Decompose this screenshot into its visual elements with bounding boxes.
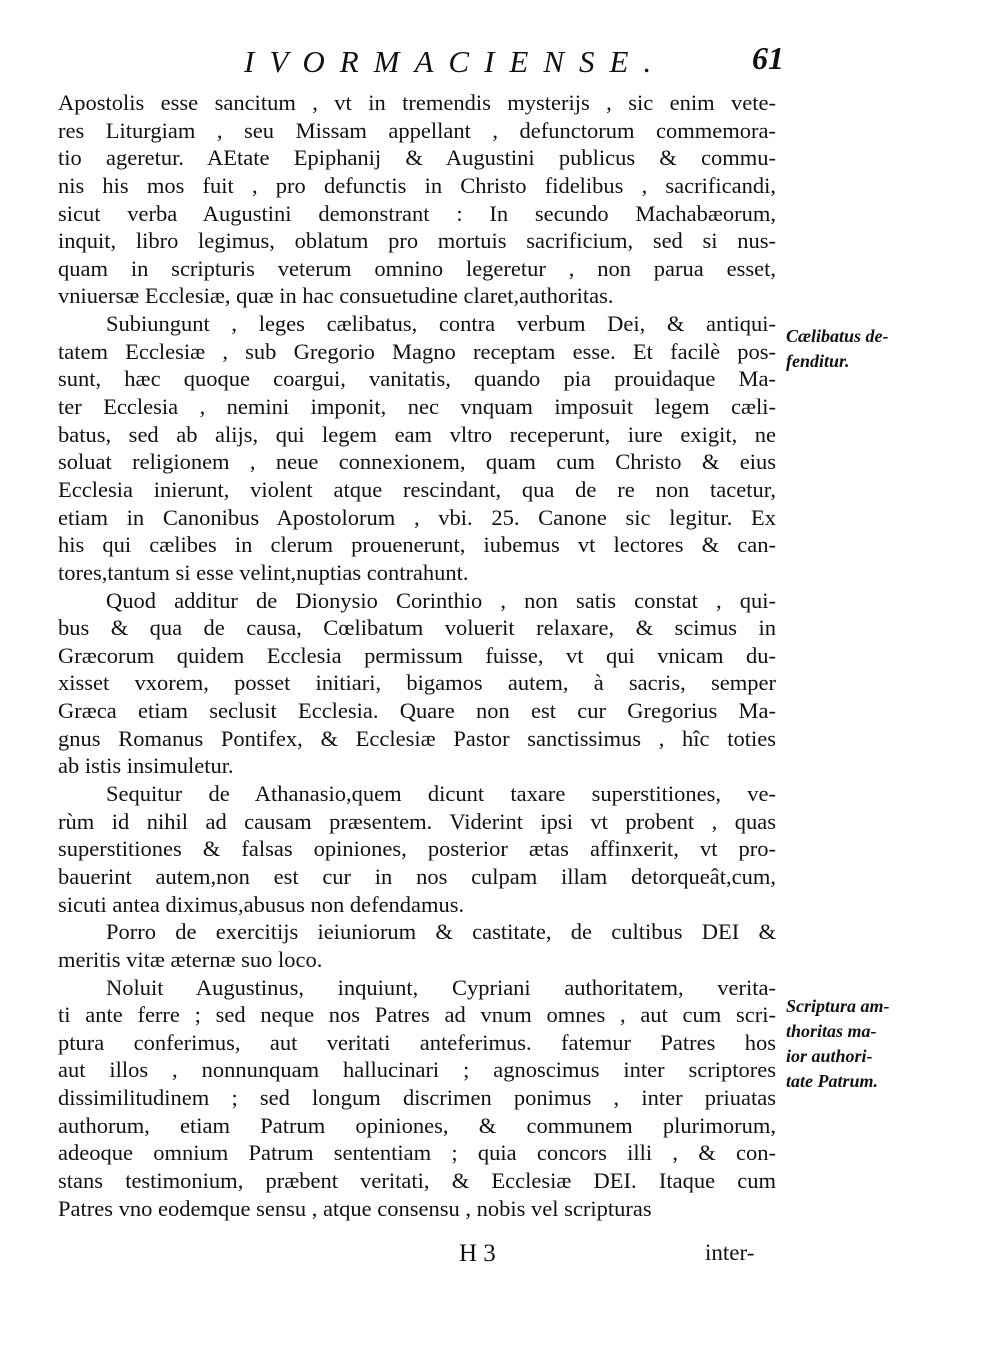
signature-mark: H 3	[459, 1240, 496, 1267]
marginal-note-line: Scriptura am-	[786, 996, 890, 1016]
text-line: ter Ecclesia , nemini imponit, nec vnquam imposuit legem cæli-	[58, 394, 776, 420]
text-line: quam in scripturis veterum omnino legeretur , non parua esset,	[58, 255, 776, 281]
text-line: stans testimonium, præbent veritati, & Ecclesiæ DEI. Itaque cum	[58, 1167, 776, 1193]
text-line: res Liturgiam , seu Missam appellant , defunctorum commemora-	[58, 117, 776, 143]
marginal-note-line: fenditur.	[786, 351, 850, 371]
marginal-note-line: thoritas ma-	[786, 1021, 877, 1041]
text-line: Noluit Augustinus, inquiunt, Cypriani authoritatem, verita-	[106, 974, 776, 1000]
text-line: his qui cælibes in clerum prouenerunt, iubemus vt lectores & can-	[58, 532, 776, 558]
text-line: Sequitur de Athanasio,quem dicunt taxare superstitiones, ve-	[106, 781, 776, 807]
paragraph	[58, 89, 776, 310]
text-line: bauerint autem,non est cur in nos culpam illam detorqueât,cum,	[58, 863, 776, 889]
text-line: ti ante ferre ; sed neque nos Patres ad vnum omnes , aut cum scri-	[58, 1002, 776, 1028]
text-line: batus, sed ab alijs, qui legem eam vltro receperunt, iure exigit, ne	[58, 421, 776, 447]
text-line: soluat religionem , neue connexionem, quam cum Christo & eius	[58, 449, 776, 475]
marginal-note-caelibatus	[786, 324, 946, 374]
text-line: rùm id nihil ad causam præsentem. Viderint ipsi vt probent , quas	[58, 808, 776, 834]
running-title: IVORMACIENSE.	[244, 44, 667, 79]
text-line: etiam in Canonibus Apostolorum , vbi. 25. Canone sic legitur. Ex	[58, 504, 776, 530]
paragraph	[58, 918, 776, 973]
text-line: tatem Ecclesiæ , sub Gregorio Magno receptam esse. Et facilè pos-	[58, 338, 776, 364]
page-number: 61	[752, 40, 784, 76]
text-line: adeoque omnium Patrum sententiam ; quia concors illi , & con-	[58, 1140, 776, 1166]
text-line: Porro de exercitijs ieiuniorum & castitate, de cultibus DEI &	[106, 919, 776, 945]
marginal-note-line: Cælibatus de-	[786, 326, 889, 346]
text-line: ptura conferimus, aut veritati anteferimus. fatemur Patres hos	[58, 1029, 776, 1055]
paragraph	[58, 780, 776, 918]
text-line: sicut verba Augustini demonstrant : In secundo Machabæorum,	[58, 200, 776, 226]
marginal-note-line: tate Patrum.	[786, 1071, 879, 1091]
text-line: ab istis insimuletur.	[58, 753, 234, 779]
text-line: Ecclesia inierunt, violent atque rescindant, qua de re non tacetur,	[58, 476, 776, 502]
paragraph	[58, 310, 776, 586]
text-line: authorum, etiam Patrum opiniones, & communem plurimorum,	[58, 1112, 776, 1138]
catchword: inter-	[705, 1240, 755, 1265]
text-line: gnus Romanus Pontifex, & Ecclesiæ Pastor sanctissimus , hîc toties	[58, 725, 776, 751]
text-line: superstitiones & falsas opiniones, posterior ætas affinxerit, vt pro-	[58, 836, 776, 862]
text-line: Græca etiam seclusit Ecclesia. Quare non est cur Gregorius Ma-	[58, 698, 776, 724]
text-line: Subiungunt , leges cælibatus, contra verbum Dei, & antiqui-	[106, 311, 776, 337]
marginal-note-line: ior authori-	[786, 1046, 873, 1066]
text-line: Apostolis esse sancitum , vt in tremendis mysterijs , sic enim vete-	[58, 90, 776, 115]
text-line: sunt, hæc quoque coargui, vanitatis, quando pia prouidaque Ma-	[58, 366, 776, 392]
text-line: xisset vxorem, posset initiari, bigamos autem, à sacris, semper	[58, 670, 776, 696]
text-line: vniuersæ Ecclesiæ, quæ in hac consuetudine claret,authoritas.	[58, 283, 614, 309]
text-line: Patres vno eodemque sensu , atque consensu , nobis vel scripturas	[58, 1195, 652, 1221]
paragraph	[58, 587, 776, 780]
text-line: sicuti antea diximus,abusus non defendamus.	[58, 891, 465, 917]
text-line: nis his mos fuit , pro defunctis in Christo fidelibus , sacrificandi,	[58, 172, 776, 198]
text-line: bus & qua de causa, Cœlibatum voluerit relaxare, & scimus in	[58, 615, 776, 641]
paragraph	[58, 974, 776, 1223]
text-line: dissimilitudinem ; sed longum discrimen ponimus , inter priuatas	[58, 1085, 776, 1111]
marginal-note-scriptura	[786, 994, 946, 1094]
text-line: tio ageretur. AEtate Epiphanij & Augustini publicus & commu-	[58, 145, 776, 171]
text-line: inquit, libro legimus, oblatum pro mortuis sacrificium, sed si nus-	[58, 228, 776, 254]
main-text-block	[58, 89, 776, 1222]
text-line: aut illos , nonnunquam hallucinari ; agnoscimus inter scriptores	[58, 1057, 776, 1083]
text-line: meritis vitæ æternæ suo loco.	[58, 946, 323, 972]
text-line: tores,tantum si esse velint,nuptias contrahunt.	[58, 559, 469, 585]
text-line: Græcorum quidem Ecclesia permissum fuisse, vt qui vnicam du-	[58, 642, 776, 668]
text-line: Quod additur de Dionysio Corinthio , non satis constat , qui-	[106, 587, 776, 613]
